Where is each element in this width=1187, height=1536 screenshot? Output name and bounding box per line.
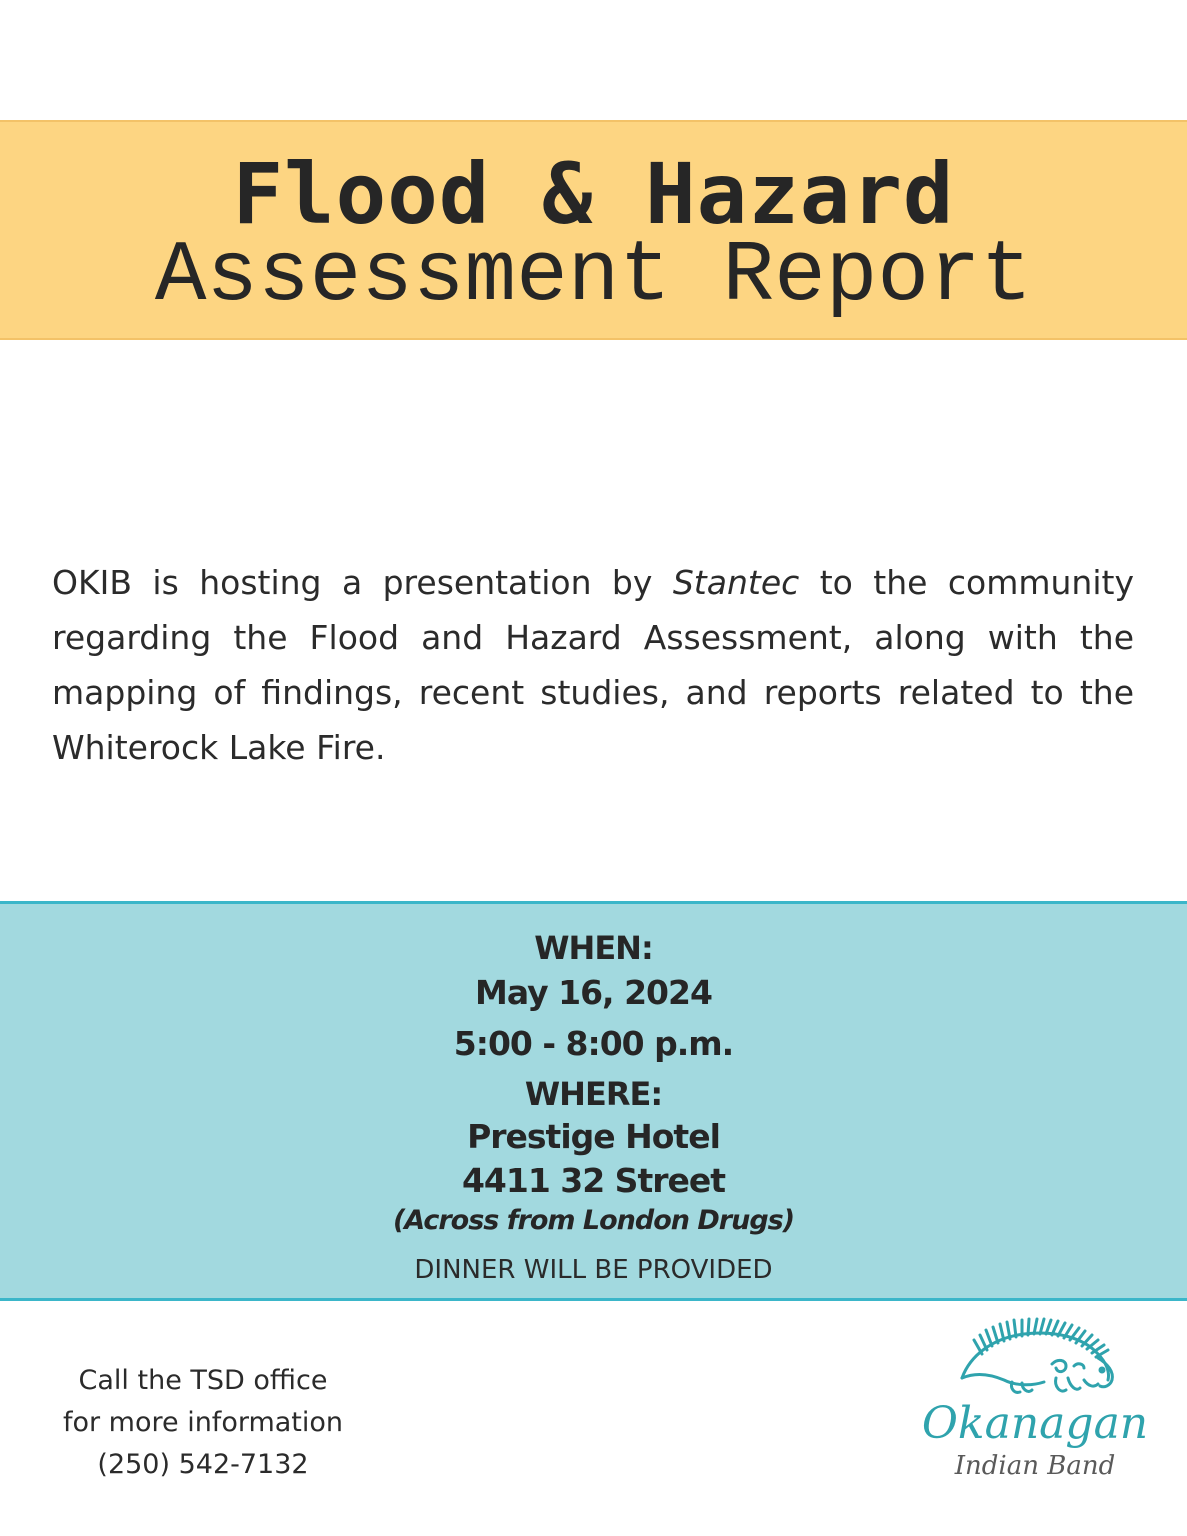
dinner-note: DINNER WILL BE PROVIDED	[414, 1255, 773, 1285]
contact-line-2: for more information	[62, 1407, 344, 1438]
okanagan-indian-band-logo	[920, 1316, 1150, 1496]
where-label: WHERE:	[524, 1075, 663, 1113]
event-date: May 16, 2024	[475, 973, 712, 1012]
when-label: WHEN:	[534, 929, 653, 967]
title-line-1: Flood & Hazard	[232, 145, 955, 243]
header-banner	[0, 120, 1187, 340]
intro-text-end: to the community regarding the Flood and Hazard Assessment, along with the mapping of findings, recent studies, and reports related to the Whiterock Lake Fire.	[52, 563, 1134, 767]
contact-info	[40, 1360, 366, 1486]
contact-phone: (250) 542-7132	[97, 1449, 309, 1480]
logo-name: Okanagan	[921, 1398, 1149, 1449]
location-note: (Across from London Drugs)	[392, 1205, 795, 1236]
event-time: 5:00 - 8:00 p.m.	[453, 1024, 734, 1063]
event-address: 4411 32 Street	[461, 1161, 726, 1200]
intro-text-start: OKIB is hosting a presentation by	[52, 563, 673, 602]
event-details-band	[0, 901, 1187, 1301]
event-venue: Prestige Hotel	[467, 1117, 720, 1156]
intro-paragraph	[52, 555, 1134, 775]
title-line-2: Assessment Report	[154, 227, 1033, 325]
contact-line-1: Call the TSD office	[78, 1365, 328, 1396]
logo-subtitle: Indian Band	[954, 1451, 1116, 1481]
porcupine-icon	[952, 1316, 1122, 1400]
company-name: Stantec	[672, 563, 800, 602]
